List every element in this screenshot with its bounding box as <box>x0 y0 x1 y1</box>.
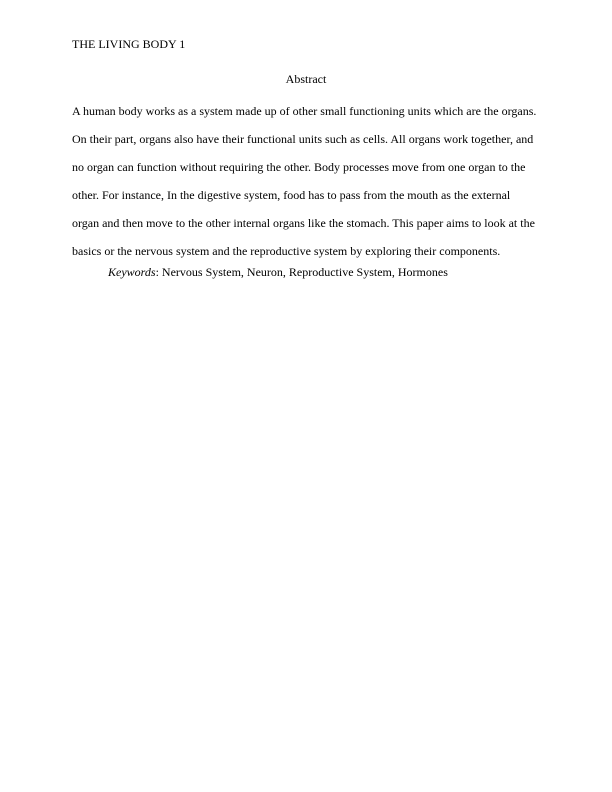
abstract-line: other. For instance, In the digestive system, food has to pass from the mouth as the external <box>72 188 511 202</box>
keywords-line <box>108 264 448 280</box>
abstract-body <box>72 97 542 265</box>
keywords-list: Nervous System, Neuron, Reproductive System, Hormones <box>158 265 448 279</box>
abstract-line: no organ can function without requiring the other. Body processes move from one organ to the <box>72 160 526 174</box>
running-head: THE LIVING BODY 1 <box>72 37 186 51</box>
abstract-line: organ and then move to the other internal organs like the stomach. This paper aims to look at the <box>72 216 535 230</box>
abstract-line: basics or the nervous system and the reproductive system by exploring their components. <box>72 244 501 258</box>
keywords-separator: : <box>155 265 159 279</box>
abstract-title: Abstract <box>285 72 327 86</box>
keywords-label: Keywords <box>108 265 156 279</box>
abstract-line: A human body works as a system made up of other small functioning units which are the organs. <box>72 104 537 118</box>
abstract-line: On their part, organs also have their functional units such as cells. All organs work together, and <box>72 132 534 146</box>
